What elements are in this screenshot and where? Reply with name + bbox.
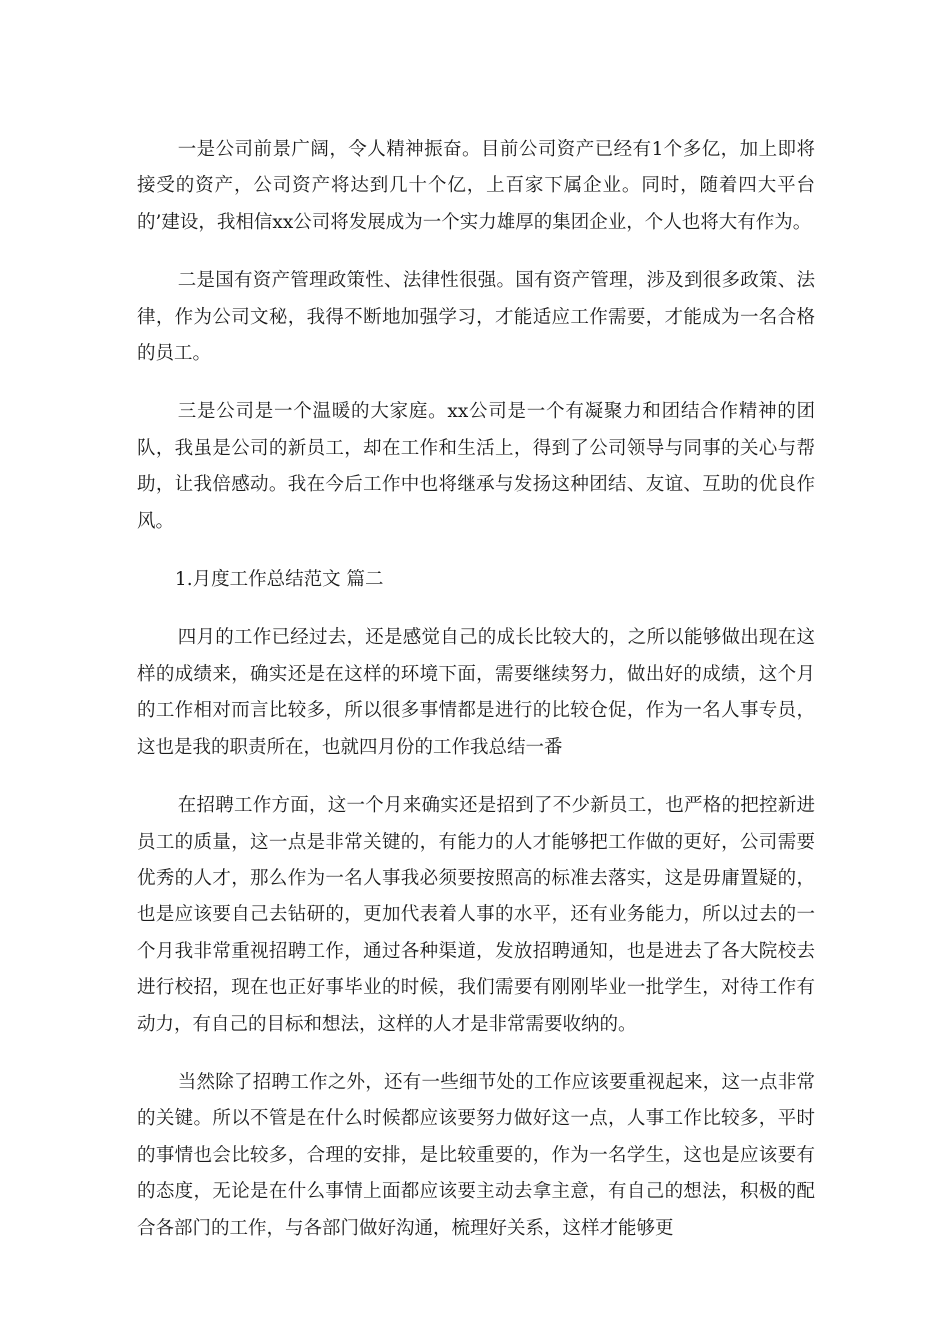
section-heading: 1.月度工作总结范文 篇二 — [174, 569, 384, 591]
paragraph-warm-family: 三是公司是一个温暖的大家庭。xx公司是一个有凝聚力和团结合作精神的团队，我虽是公司的新员工，却在工作和生活上，得到了公司领导与同事的关心与帮助，让我倍感动。我在今后工作中也将继承与发扬这种团结、友谊、互助的优良作风。 — [137, 401, 815, 532]
paragraph-april-work: 四月的工作已经过去，还是感觉自己的成长比较大的，之所以能够做出现在这样的成绩来，确实还是在这样的环境下面，需要继续努力，做出好的成绩，这个月的工作相对而言比较多，所以很多事情都是进行的比较仓促，作为一名人事专员，这也是我的职责所在，也就四月份的工作我总结一番 — [137, 627, 815, 758]
document-body — [137, 132, 815, 1269]
paragraph-state-assets: 二是国有资产管理政策性、法律性很强。国有资产管理，涉及到很多政策、法律，作为公司文秘，我得不断地加强学习，才能适应工作需要，才能成为一名合格的员工。 — [137, 270, 815, 365]
paragraph-details: 当然除了招聘工作之外，还有一些细节处的工作应该要重视起来，这一点非常的关键。所以不管是在什么时候都应该要努力做好这一点，人事工作比较多，平时的事情也会比较多，合理的安排，是比较重要的，作为一名学生，这也是应该要有的态度，无论是在什么事情上面都应该要主动去拿主意，有自己的想法，积极的配合各部门的工作，与各部门做好沟通，梳理好关系，这样才能够更 — [137, 1071, 815, 1239]
paragraph-prospects: 一是公司前景广阔，令人精神振奋。目前公司资产已经有1个多亿，加上即将接受的资产，公司资产将达到几十个亿，上百家下属企业。同时，随着四大平台的’建设，我相信xx公司将发展成为一个实力雄厚的集团企业，个人也将大有作为。 — [137, 139, 815, 233]
paragraph-recruitment: 在招聘工作方面，这一个月来确实还是招到了不少新员工，也严格的把控新进员工的质量，这一点是非常关键的，有能力的人才能够把工作做的更好，公司需要优秀的人才，那么作为一名人事我必须要按照高的标准去落实，这是毋庸置疑的，也是应该要自己去钻研的，更加代表着人事的水平，还有业务能力，所以过去的一个月我非常重视招聘工作，通过各种渠道，发放招聘通知，也是进去了各大院校去进行校招，现在也正好事毕业的时候，我们需要有刚刚毕业一批学生，对待工作有动力，有自己的目标和想法，这样的人才是非常需要收纳的。 — [137, 795, 815, 1035]
